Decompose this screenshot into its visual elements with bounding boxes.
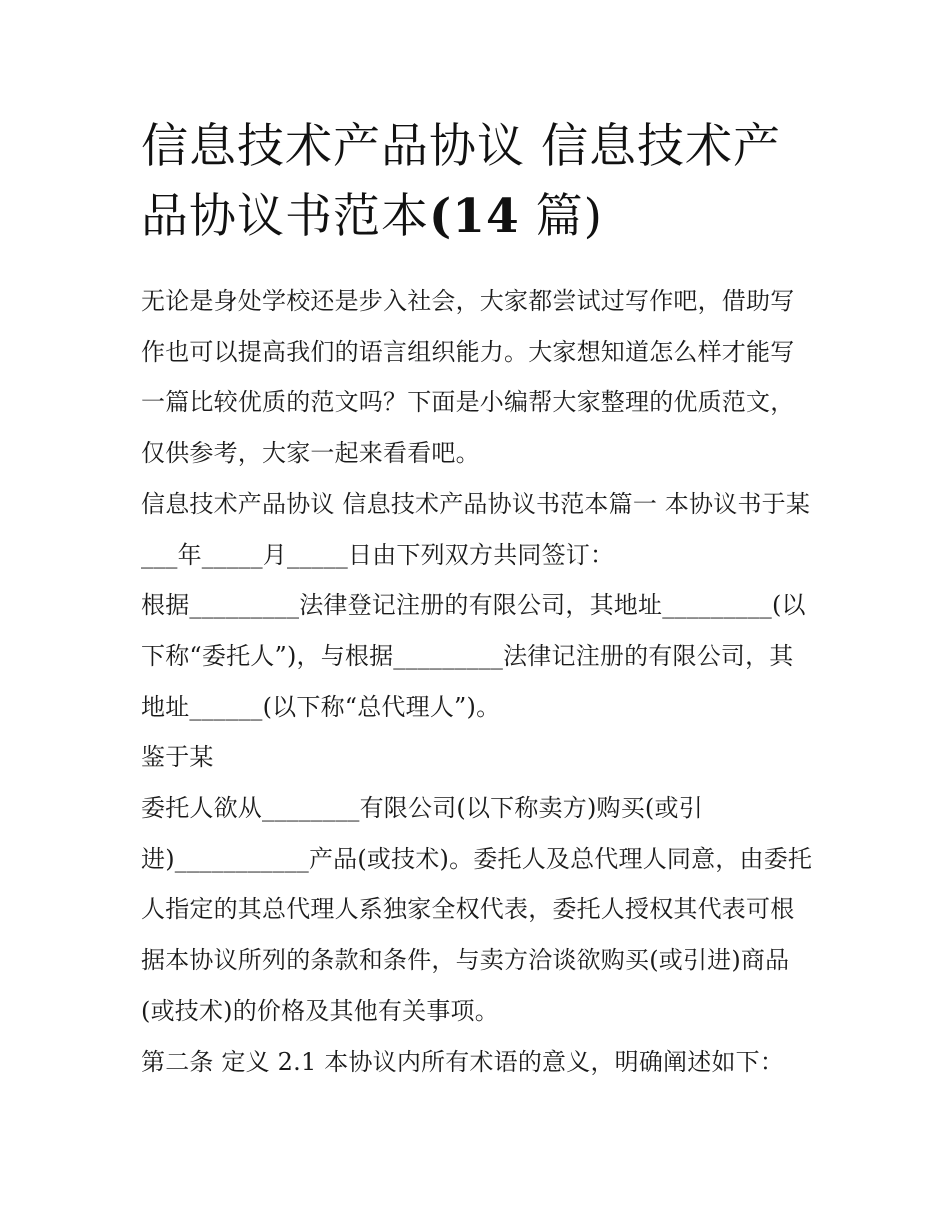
document-title-count: (14	[429, 189, 520, 244]
document-title-suffix: 篇)	[519, 189, 603, 244]
document-page	[141, 112, 813, 1087]
purpose-paragraph: 委托人欲从________有限公司(以下称卖方)购买(或引进)___________产品(或技术)。委托人及总代理人同意，由委托人指定的其总代理人系独家全权代表，委托人授权其代表可根据本协议所列的条款和条件，与卖方洽谈欲购买(或引进)商品(或技术)的价格及其他有关事项。	[141, 794, 813, 1025]
agreement-opening-paragraph: 信息技术产品协议 信息技术产品协议书范本篇一 本协议书于某___年_____月_____日由下列双方共同签订：	[141, 489, 811, 569]
document-title	[141, 112, 813, 252]
parties-paragraph: 根据_________法律登记注册的有限公司，其地址_________(以下称“委托人”)，与根据_________法律记注册的有限公司，其地址______(以下称“总代理人”)。	[141, 591, 806, 721]
intro-paragraph: 无论是身处学校还是步入社会，大家都尝试过写作吧，借助写作也可以提高我们的语言组织能力。大家想知道怎么样才能写一篇比较优质的范文吗？下面是小编帮大家整理的优质范文，仅供参考，大家一起来看看吧。	[141, 287, 795, 468]
definitions-paragraph: 第二条 定义 2.1 本协议内所有术语的意义，明确阐述如下：	[141, 1047, 785, 1076]
whereas-paragraph: 鉴于某	[141, 743, 214, 772]
document-title-main: 信息技术产品协议 信息技术产品协议书范本	[141, 119, 781, 244]
